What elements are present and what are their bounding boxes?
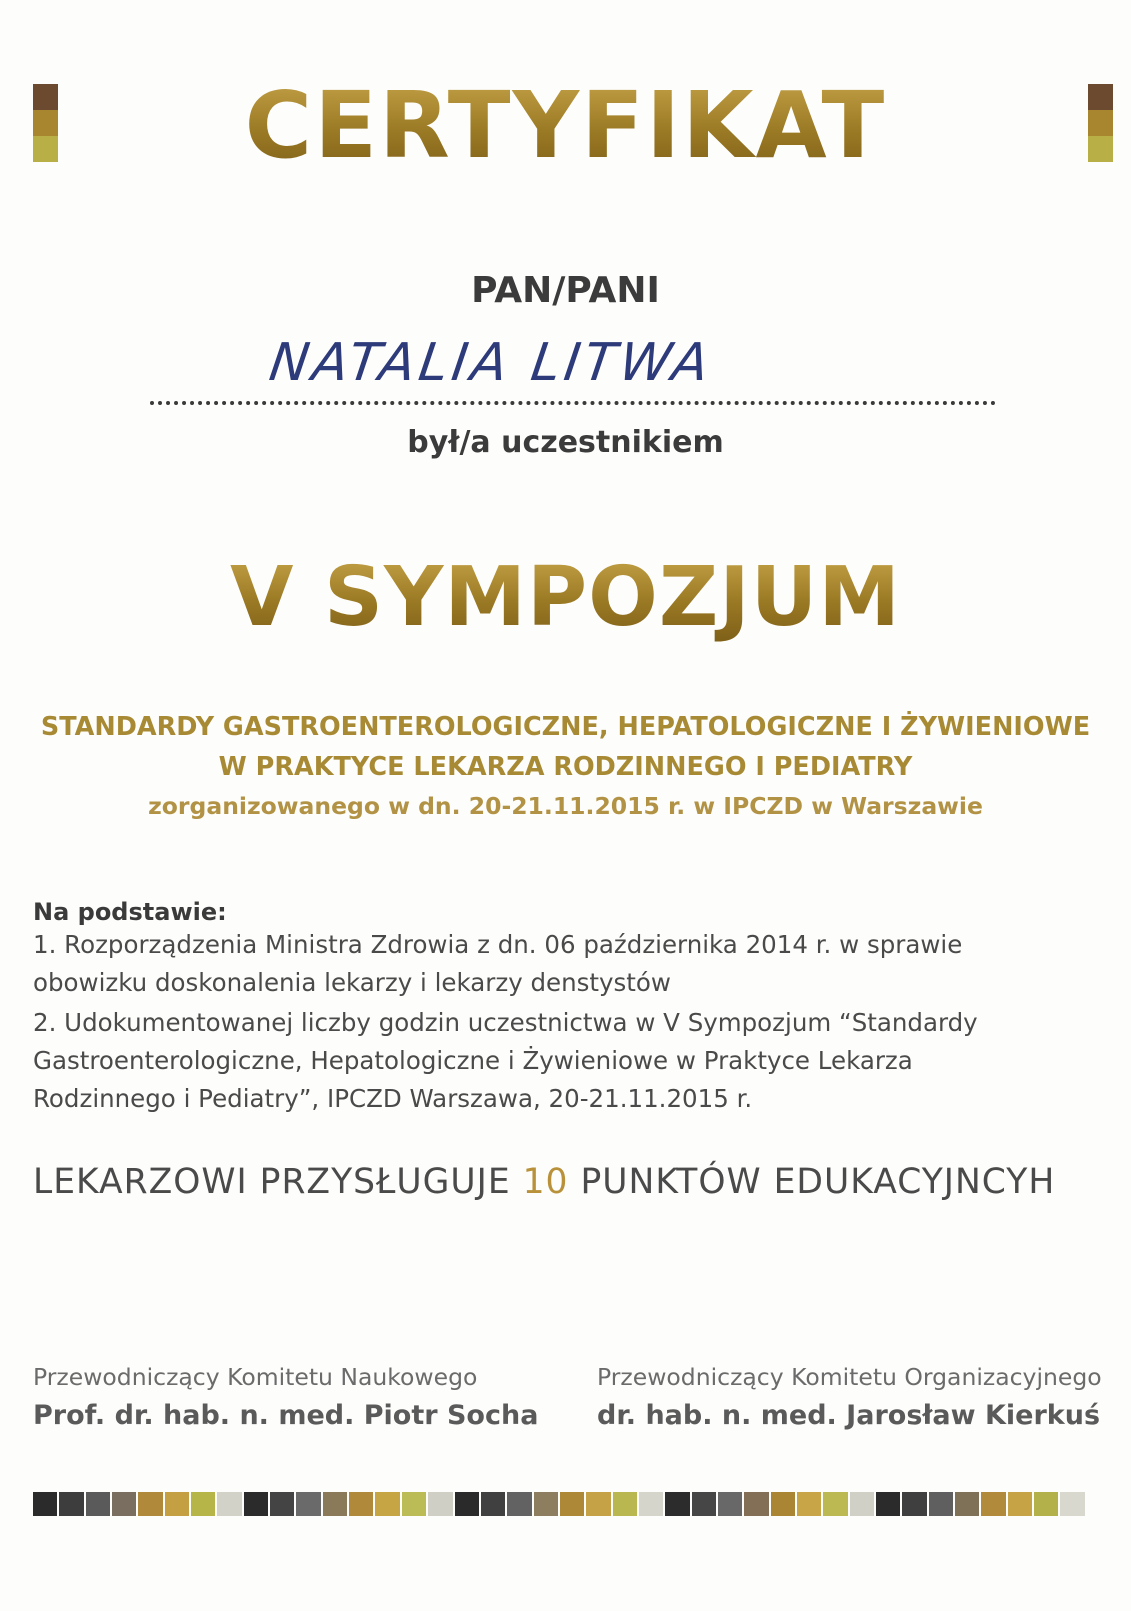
organizing-committee-chair-name: dr. hab. n. med. Jarosław Kierkuś bbox=[597, 1400, 1101, 1431]
points-prefix: LEKARZOWI PRZYSŁUGUJE bbox=[33, 1162, 523, 1202]
basis-line: 1. Rozporządzenia Ministra Zdrowia z dn. 06 października 2014 r. w sprawie bbox=[33, 930, 963, 959]
color-bar-cell bbox=[613, 1492, 637, 1516]
color-bar-cell bbox=[138, 1492, 162, 1516]
color-bar-cell bbox=[455, 1492, 479, 1516]
color-bar-cell bbox=[665, 1492, 689, 1516]
color-bar-cell bbox=[402, 1492, 426, 1516]
salutation: PAN/PANI bbox=[471, 270, 660, 311]
color-bar-cell bbox=[191, 1492, 215, 1516]
recipient-name: NATALIA LITWA bbox=[265, 333, 717, 393]
color-bar-cell bbox=[560, 1492, 584, 1516]
color-bar-cell bbox=[349, 1492, 373, 1516]
color-bar-cell bbox=[270, 1492, 294, 1516]
color-bar-cell bbox=[718, 1492, 742, 1516]
color-bar-cell bbox=[771, 1492, 795, 1516]
points-suffix: PUNKTÓW EDUKACYJNCYH bbox=[568, 1162, 1056, 1202]
color-bar-cell bbox=[165, 1492, 189, 1516]
scientific-committee-chair-role: Przewodniczący Komitetu Naukowego bbox=[33, 1363, 478, 1391]
education-points-statement bbox=[33, 1162, 1055, 1202]
color-bar-cell bbox=[428, 1492, 452, 1516]
event-subtitle-line-1: STANDARDY GASTROENTEROLOGICZNE, HEPATOLOGICZNE I ŻYWIENIOWE bbox=[40, 712, 1091, 742]
color-bar-cell bbox=[1034, 1492, 1058, 1516]
color-bar-cell bbox=[33, 1492, 57, 1516]
color-bar-cell bbox=[1008, 1492, 1032, 1516]
name-dotted-line bbox=[150, 401, 996, 405]
basis-line: 2. Udokumentowanej liczby godzin uczestnictwa w V Sympozjum “Standardy bbox=[33, 1008, 978, 1037]
points-number: 10 bbox=[522, 1162, 569, 1202]
decorative-color-bar bbox=[33, 1492, 1085, 1516]
color-bar-cell bbox=[375, 1492, 399, 1516]
color-bar-cell bbox=[823, 1492, 847, 1516]
color-bar-cell bbox=[902, 1492, 926, 1516]
color-bar-cell bbox=[112, 1492, 136, 1516]
basis-line: Rodzinnego i Pediatry”, IPCZD Warszawa, 20-21.11.2015 r. bbox=[33, 1084, 753, 1113]
basis-heading: Na podstawie: bbox=[33, 898, 227, 926]
color-bar-cell bbox=[534, 1492, 558, 1516]
color-bar-cell bbox=[639, 1492, 663, 1516]
color-bar-cell bbox=[481, 1492, 505, 1516]
color-bar-cell bbox=[86, 1492, 110, 1516]
organizing-committee-chair-role: Przewodniczący Komitetu Organizacyjnego bbox=[597, 1363, 1102, 1391]
scientific-committee-chair-name: Prof. dr. hab. n. med. Piotr Socha bbox=[33, 1400, 539, 1431]
color-bar-cell bbox=[586, 1492, 610, 1516]
color-bar-cell bbox=[692, 1492, 716, 1516]
certificate-title: CERTYFIKAT bbox=[0, 72, 1131, 179]
color-bar-cell bbox=[59, 1492, 83, 1516]
color-bar-cell bbox=[1060, 1492, 1084, 1516]
basis-line: Gastroenterologiczne, Hepatologiczne i Żywieniowe w Praktyce Lekarza bbox=[33, 1046, 913, 1075]
color-bar-cell bbox=[955, 1492, 979, 1516]
color-bar-cell bbox=[507, 1492, 531, 1516]
event-title: V SYMPOZJUM bbox=[0, 550, 1131, 645]
color-bar-cell bbox=[217, 1492, 241, 1516]
color-bar-cell bbox=[744, 1492, 768, 1516]
color-bar-cell bbox=[850, 1492, 874, 1516]
event-date-location: zorganizowanego w dn. 20-21.11.2015 r. w IPCZD w Warszawie bbox=[148, 792, 983, 820]
color-bar-cell bbox=[981, 1492, 1005, 1516]
participant-text: był/a uczestnikiem bbox=[407, 425, 724, 460]
color-bar-cell bbox=[296, 1492, 320, 1516]
color-bar-cell bbox=[244, 1492, 268, 1516]
color-bar-cell bbox=[929, 1492, 953, 1516]
color-bar-cell bbox=[323, 1492, 347, 1516]
event-subtitle-line-2: W PRAKTYCE LEKARZA RODZINNEGO I PEDIATRY bbox=[218, 752, 913, 782]
basis-line: obowizku doskonalenia lekarzy i lekarzy denstystów bbox=[33, 968, 671, 997]
color-bar-cell bbox=[876, 1492, 900, 1516]
color-bar-cell bbox=[797, 1492, 821, 1516]
